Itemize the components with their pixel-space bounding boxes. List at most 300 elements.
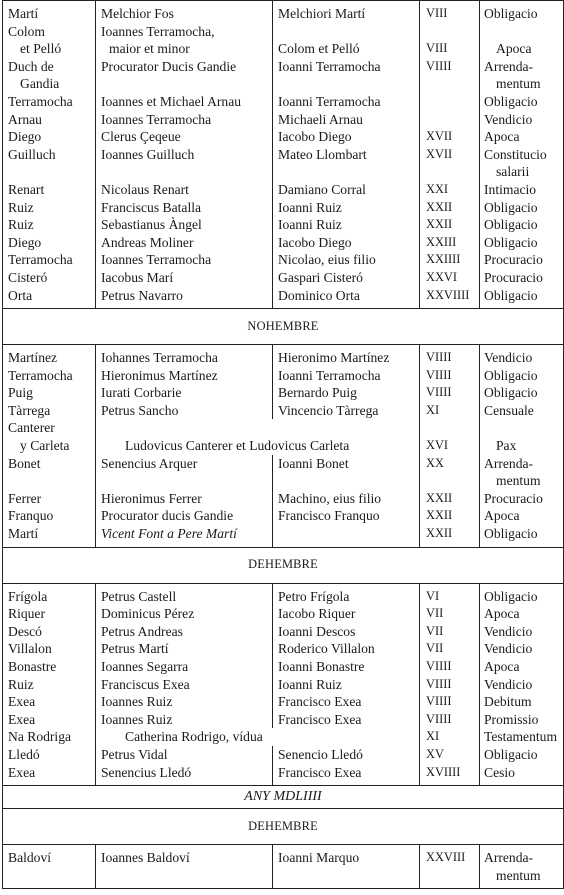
party-two-cell: [273, 658, 420, 676]
surname-cell: [3, 234, 96, 252]
surname: Canterer: [8, 420, 55, 436]
party-one: Ioannes Baldoví: [101, 850, 190, 866]
party-two: Nicolao, eius filio: [278, 252, 376, 268]
surname: Ferrer: [8, 490, 42, 506]
parties-cell: [96, 728, 420, 746]
party-one-cell: [96, 623, 273, 641]
party-two-cell: [273, 345, 420, 367]
party-one-cell: [96, 658, 273, 676]
document-type: Pax: [496, 438, 517, 454]
party-one: Petrus Castell: [101, 588, 177, 604]
surname: Martí: [8, 526, 39, 542]
day-number: VIII: [426, 41, 448, 56]
day-number: VIIII: [426, 385, 452, 400]
party-one-cell: [96, 845, 273, 889]
party-one-cell: [96, 746, 273, 764]
document-type: Vendicio: [484, 350, 533, 366]
day-cell: [420, 345, 480, 367]
party-two: Ioanni Descos: [278, 623, 356, 639]
party-one-cell: [96, 287, 273, 309]
party-one-cell: [96, 23, 273, 58]
party-one: Iacobus Marí: [101, 269, 174, 285]
document-type-cell: [480, 658, 564, 676]
table-row: [3, 764, 564, 786]
surname-cell: [3, 764, 96, 786]
table-row: [3, 287, 564, 309]
surname: Riquer: [8, 606, 45, 622]
table-row: [3, 583, 564, 605]
party-two-cell: [273, 623, 420, 641]
document-type: Obligacio: [484, 199, 538, 215]
party-two: Ioanni Ruiz: [278, 217, 342, 233]
party-one: Iurati Corbarie: [101, 385, 182, 401]
document-type: Obligacio: [484, 588, 538, 604]
day-number: XXVIIII: [426, 287, 470, 302]
surname-cell: [3, 605, 96, 623]
party-one: Clerus Çeqeue: [101, 129, 181, 145]
day-number: XXVIII: [426, 850, 466, 865]
document-type: Obligacio: [484, 367, 538, 383]
party-two: Iacobo Riquer: [278, 606, 356, 622]
day-cell: [420, 111, 480, 129]
document-type-cell: [480, 693, 564, 711]
surname-cell: [3, 199, 96, 217]
day-cell: [420, 216, 480, 234]
surname-cell: [3, 181, 96, 199]
day-cell: [420, 367, 480, 385]
surname-cell: [3, 216, 96, 234]
party-two: Ioanni Ruiz: [278, 676, 342, 692]
document-type: Obligacio: [484, 746, 538, 762]
month-heading: NOHEMBRE: [3, 309, 564, 345]
party-one-cell: [96, 367, 273, 385]
surname: Duch de: [8, 58, 54, 74]
party-one-cell: [96, 676, 273, 694]
party-one: Ioannes Ruiz: [101, 694, 173, 710]
document-type: Procuracio: [484, 252, 543, 268]
party-two-cell: [273, 507, 420, 525]
party-two: Ioanni Bonastre: [278, 659, 365, 674]
surname: Villalon: [8, 641, 52, 657]
party-one: Hieronimus Ferrer: [101, 490, 202, 506]
document-type: mentum: [496, 473, 541, 489]
document-type-cell: [480, 367, 564, 385]
table-row: [3, 23, 564, 58]
party-two-cell: [273, 1, 420, 23]
party-one-cell: [96, 640, 273, 658]
party-one-cell: [96, 58, 273, 93]
party-one-cell: [96, 402, 273, 420]
party-one-cell: [96, 146, 273, 181]
party-two: Dominico Orta: [278, 287, 360, 303]
party-one: Ioannes Terramocha: [101, 252, 212, 268]
parties-text: Catherina Rodrigo, vídua: [125, 729, 263, 745]
party-one-cell: [96, 93, 273, 111]
table-row: [3, 525, 564, 547]
surname: Terramocha: [8, 367, 73, 383]
document-type: Apoca: [484, 659, 520, 674]
party-one: Sebastianus Àngel: [101, 217, 202, 233]
surname: Tàrrega: [8, 402, 51, 418]
party-two-cell: [273, 583, 420, 605]
day-number: XXII: [426, 526, 453, 541]
day-number: VIIII: [426, 711, 452, 726]
document-type-cell: [480, 111, 564, 129]
party-two-cell: [273, 764, 420, 786]
document-type: Obligacio: [484, 526, 538, 542]
surname-cell: [3, 287, 96, 309]
party-one-cell: [96, 269, 273, 287]
surname: Franquo: [8, 508, 54, 524]
document-type-cell: [480, 23, 564, 58]
surname: Bonet: [8, 455, 41, 471]
document-type: Obligacio: [484, 234, 538, 250]
surname-cell: [3, 111, 96, 129]
surname-cell: [3, 728, 96, 746]
document-type: Promissio: [484, 711, 539, 727]
surname-cell: [3, 623, 96, 641]
surname: Baldoví: [8, 850, 52, 866]
surname: Terramocha: [8, 252, 73, 268]
surname: Renart: [8, 181, 45, 197]
day-cell: [420, 287, 480, 309]
party-one: Franciscus Batalla: [101, 199, 202, 215]
day-number: XX: [426, 455, 444, 470]
party-one: Petrus Sancho: [101, 402, 179, 418]
party-one: Franciscus Exea: [101, 676, 190, 692]
document-type: Vendicio: [484, 676, 533, 692]
table-row: [3, 402, 564, 420]
document-type-cell: [480, 764, 564, 786]
day-number: XV: [426, 746, 444, 761]
party-one-cell: [96, 216, 273, 234]
day-number: VIIII: [426, 676, 452, 691]
table-row: [3, 216, 564, 234]
document-type-cell: [480, 419, 564, 454]
day-number: XXVI: [426, 269, 457, 284]
party-one-cell: [96, 251, 273, 269]
party-one-cell: [96, 455, 273, 490]
document-type-cell: [480, 234, 564, 252]
party-one: Melchior Fos: [101, 6, 174, 21]
day-cell: [420, 146, 480, 181]
party-one: Nicolaus Renart: [101, 181, 189, 197]
table-row: [3, 345, 564, 367]
document-type: Debitum: [484, 694, 532, 710]
day-cell: [420, 711, 480, 729]
month-heading-row: [3, 309, 564, 345]
table-row: [3, 676, 564, 694]
surname-cell: [3, 746, 96, 764]
document-type: Obligacio: [484, 385, 538, 401]
party-one-cell: [96, 181, 273, 199]
surname: Cisteró: [8, 269, 48, 285]
table-row: [3, 507, 564, 525]
day-cell: [420, 455, 480, 490]
party-two-cell: [273, 181, 420, 199]
party-two: Francisco Franquo: [278, 508, 380, 524]
party-two: Hieronimo Martínez: [278, 350, 390, 366]
table-row: [3, 111, 564, 129]
party-two-cell: [273, 384, 420, 402]
document-type-cell: [480, 605, 564, 623]
party-two-cell: [273, 367, 420, 385]
table-row: [3, 384, 564, 402]
day-number: XI: [426, 402, 440, 417]
party-two-cell: [273, 251, 420, 269]
day-number: XXIIII: [426, 252, 461, 267]
document-type: Apoca: [484, 129, 520, 145]
document-type-cell: [480, 1, 564, 23]
surname: Diego: [8, 234, 42, 250]
party-one-cell: [96, 234, 273, 252]
party-two: Damiano Corral: [278, 181, 366, 197]
day-number: VIIII: [426, 367, 452, 382]
party-two: Iacobo Diego: [278, 234, 352, 250]
document-type: Obligacio: [484, 217, 538, 233]
party-two-cell: [273, 693, 420, 711]
day-cell: [420, 269, 480, 287]
day-number: XVII: [426, 129, 453, 144]
party-two: Ioanni Bonet: [278, 455, 349, 471]
party-one: Senencius Lledó: [101, 764, 192, 780]
day-cell: [420, 234, 480, 252]
party-one: Andreas Moliner: [101, 234, 194, 250]
document-type-cell: [480, 676, 564, 694]
table-row: [3, 640, 564, 658]
party-one: Ioannes Ruiz: [101, 711, 173, 727]
party-one: Ioannes Segarra: [101, 659, 189, 674]
document-type-cell: [480, 525, 564, 547]
table-row: [3, 605, 564, 623]
party-two-cell: [273, 490, 420, 508]
document-type: Procuracio: [484, 269, 543, 285]
party-one: Ioannes Guilluch: [101, 146, 195, 162]
day-cell: [420, 525, 480, 547]
table-row: [3, 711, 564, 729]
party-two: Bernardo Puig: [278, 385, 357, 401]
surname-cell: [3, 583, 96, 605]
register-body: [3, 1, 564, 889]
day-number: VIII: [426, 6, 448, 20]
document-type-cell: [480, 58, 564, 93]
party-one: Petrus Navarro: [101, 287, 183, 303]
document-type-cell: [480, 146, 564, 181]
document-type-cell: [480, 490, 564, 508]
day-cell: [420, 251, 480, 269]
day-cell: [420, 658, 480, 676]
party-two: Melchiori Martí: [278, 6, 366, 21]
party-one: Petrus Andreas: [101, 623, 183, 639]
surname-cell: [3, 845, 96, 889]
party-two: Michaeli Arnau: [278, 111, 363, 127]
party-one-cell: [96, 384, 273, 402]
document-type: Arrenda-: [484, 58, 534, 74]
day-cell: [420, 728, 480, 746]
day-cell: [420, 507, 480, 525]
surname-cell: [3, 640, 96, 658]
surname: Ruiz: [8, 199, 34, 215]
surname-cell: [3, 455, 96, 490]
surname: Exea: [8, 764, 36, 780]
party-two: Roderico Villalon: [278, 641, 375, 657]
party-two-cell: [273, 676, 420, 694]
surname: Exea: [8, 711, 36, 727]
surname-cell: [3, 402, 96, 420]
document-type: Vendicio: [484, 641, 533, 657]
surname: Ruiz: [8, 676, 34, 692]
document-type: Vendicio: [484, 111, 533, 127]
surname-cell: [3, 419, 96, 454]
document-type-cell: [480, 402, 564, 420]
surname: Colom: [8, 23, 46, 39]
day-cell: [420, 128, 480, 146]
day-number: XXII: [426, 217, 453, 232]
surname-cell: [3, 525, 96, 547]
party-two: Francisco Exea: [278, 694, 362, 710]
day-number: XVI: [426, 438, 449, 453]
party-two-cell: [273, 525, 420, 547]
party-one-cell: [96, 583, 273, 605]
surname-cell: [3, 367, 96, 385]
party-two: Colom et Pelló: [278, 41, 360, 57]
surname-cell: [3, 146, 96, 181]
document-type-cell: [480, 640, 564, 658]
party-two-cell: [273, 128, 420, 146]
surname-cell: [3, 507, 96, 525]
party-two-cell: [273, 640, 420, 658]
month-heading-row: [3, 547, 564, 583]
party-two-cell: [273, 455, 420, 490]
parties-text: Ludovicus Canterer et Ludovicus Carleta: [125, 438, 350, 454]
table-row: [3, 728, 564, 746]
document-type: Arrenda-: [484, 455, 534, 471]
party-two: Machino, eius filio: [278, 490, 382, 506]
document-type-cell: [480, 128, 564, 146]
party-two: Vincencio Tàrrega: [278, 402, 379, 418]
surname: Na Rodriga: [8, 729, 72, 745]
day-number: VIIII: [426, 694, 452, 709]
party-two-cell: [273, 269, 420, 287]
surname-cell: [3, 1, 96, 23]
surname-cell: [3, 693, 96, 711]
document-type-cell: [480, 93, 564, 111]
document-type-cell: [480, 845, 564, 889]
surname: Guilluch: [8, 146, 56, 162]
day-number: VIIII: [426, 58, 452, 73]
month-heading: DEHEMBRE: [3, 809, 564, 845]
day-number: XXII: [426, 199, 453, 214]
surname-cell: [3, 676, 96, 694]
day-number: VII: [426, 641, 444, 656]
party-one-cell: [96, 507, 273, 525]
surname-cell: [3, 23, 96, 58]
party-two-cell: [273, 402, 420, 420]
party-one-cell: [96, 111, 273, 129]
surname: Martí: [8, 6, 39, 21]
party-two: Ioanni Terramocha: [278, 58, 381, 74]
party-two-cell: [273, 146, 420, 181]
party-two: Iacobo Diego: [278, 129, 352, 145]
party-two-cell: [273, 111, 420, 129]
day-number: XI: [426, 729, 440, 744]
year-heading-row: [3, 786, 564, 809]
month-heading-row: [3, 809, 564, 845]
surname-cell: [3, 711, 96, 729]
day-cell: [420, 746, 480, 764]
table-row: [3, 693, 564, 711]
table-row: [3, 58, 564, 93]
day-number: XVII: [426, 146, 453, 161]
surname-cell: [3, 490, 96, 508]
surname: Diego: [8, 129, 42, 145]
party-two-cell: [273, 287, 420, 309]
document-type: Apoca: [484, 508, 520, 524]
document-type-cell: [480, 746, 564, 764]
day-number: VII: [426, 606, 444, 621]
document-type-cell: [480, 345, 564, 367]
party-one: maior et minor: [109, 41, 190, 57]
document-type-cell: [480, 507, 564, 525]
document-type-cell: [480, 287, 564, 309]
surname: Orta: [8, 287, 33, 303]
day-number: XVIIII: [426, 764, 461, 779]
party-two-cell: [273, 199, 420, 217]
surname: Puig: [8, 385, 33, 401]
day-cell: [420, 676, 480, 694]
day-cell: [420, 402, 480, 420]
day-number: VIIII: [426, 659, 452, 673]
party-one-cell: [96, 1, 273, 23]
document-type: Testamentum: [484, 729, 558, 745]
table-row: [3, 93, 564, 111]
surname: Martínez: [8, 350, 58, 366]
day-cell: [420, 93, 480, 111]
table-row: [3, 455, 564, 490]
party-two: Francisco Exea: [278, 711, 362, 727]
party-two: Ioanni Ruiz: [278, 199, 342, 215]
table-row: [3, 128, 564, 146]
document-type-cell: [480, 199, 564, 217]
day-cell: [420, 623, 480, 641]
surname-cell: [3, 384, 96, 402]
document-type-cell: [480, 181, 564, 199]
surname: Lledó: [8, 746, 40, 762]
day-number: VI: [426, 588, 440, 603]
surname: et Pelló: [20, 41, 62, 57]
party-two-cell: [273, 93, 420, 111]
surname: Arnau: [8, 111, 42, 127]
surname: Descó: [8, 623, 42, 639]
table-row: [3, 490, 564, 508]
party-two: Gaspari Cisteró: [278, 269, 363, 285]
party-two-cell: [273, 216, 420, 234]
day-number: XXIII: [426, 234, 457, 249]
day-cell: [420, 764, 480, 786]
table-row: [3, 146, 564, 181]
party-one-cell: [96, 693, 273, 711]
day-cell: [420, 1, 480, 23]
table-row: [3, 367, 564, 385]
party-two: Senencio Lledó: [278, 746, 363, 762]
document-type-cell: [480, 728, 564, 746]
party-one-cell: [96, 345, 273, 367]
document-type: Intimacio: [484, 181, 537, 197]
table-row: [3, 419, 564, 454]
day-number: VII: [426, 623, 444, 638]
document-type: mentum: [496, 76, 541, 92]
party-one-cell: [96, 490, 273, 508]
